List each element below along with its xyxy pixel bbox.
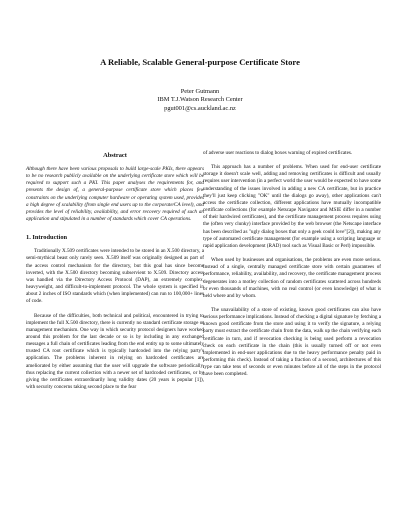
left-column <box>26 152 204 398</box>
author-block <box>0 88 400 113</box>
author-affiliation: IBM T.J.Watson Research Center <box>157 96 243 104</box>
paper-title: A Reliable, Scalable General-purpose Certificate Store <box>100 57 300 67</box>
right-paragraph-2: This approach has a number of problems. When used for end-user certificate storage it doesn't scale well, adding and removing certificates is difficult and usually requires user intervention (in a perfect world the user would be expected to have some understanding of the issues involved in adding a new CA certificate, but in practice they'll just keep clicking "OK" until the dialogs go away), other applications can't access the certificate collection, different applications have mutually incompatible certificate collections (for example Netscape Navigator and MSIE differ in a number of their hardwired certificates), and the certificate management process requires using the (often very clunky) interface provided by the web browser (the Netscape interface has been described as "ugly dialog boxes that only a geek could love"[2]), making any type of automated certificate management (for example using a scripting language or rapid application development (RAD) tool such as Visual Basic or Perl) impossible. <box>203 164 381 249</box>
author-name: Peter Gutmann <box>180 88 220 95</box>
right-paragraph-3: When used by businesses and organisations, the problems are even more serious. Instead of a single, centrally managed certificate store with certain guarantees of performance, reliability, availability, and recovery, the certificate management process degenerates into a motley collection of random certificates scattered across hundreds or even thousands of machines, with no real control (or even knowledge) of what is held where and by whom. <box>203 257 381 299</box>
intro-paragraph-2: Because of the difficulties, both technical and political, encountered in trying to implement the full X.500 directory, there is currently no standard certificate storage or management mechanism. One way in which security protocol designers have worked around this problem for the last decade or so is by including in any exchanged messages a full chain of certificates leading from the end entity up to some ultimately trusted CA root certificate which is typically hardcoded into the relying party's application. The problems inherent in relying on hardcoded certificates are ameliorated by either assuming that the user will upgrade the software periodically, thus replacing the current collection with a newer set of hardcoded certificates, or by giving the certificates extraordinarily long validity dates (20 years is popular [1]), with security concerns taking second place to the fear <box>26 312 204 391</box>
author-email: pgut001@cs.auckland.ac.nz <box>164 104 236 112</box>
right-paragraph-4: The unavailability of a store of existing, known good certificates can also have serious performance implications. Instead of checking a digital signature by fetching a known good certificate from the store and using it to verify the signature, a relying party must extract the certificate chain from the data, walk up the chain verifying each certificate in turn, and if revocation checking is being used perform a revocation check on each certificate in the chain (this is usually turned off or not even implemented in end-user applications due to the heavy performance penalty paid in performing this check). Instead of taking a fraction of a second, architectures of this type can take tens of seconds or even minutes before all of the steps in the protocol have been completed. <box>203 306 381 378</box>
right-column <box>203 150 381 386</box>
introduction-heading: 1. Introduction <box>26 234 68 242</box>
right-paragraph-1: of adverse user reactions to dialog boxes warning of expired certificates. <box>203 150 353 156</box>
abstract-text: Although there have been various proposals to build large-scale PKIs, there appears to be no research publicly available on the underlying certificate store which will be required to support such a PKI. This paper analyses the requirements for, and presents the design of, a general-purpose certificate store which places few constraints on the underlying computer hardware or operating system used, provides a high degree of scalability (from single end users up to the corporate/CA level), and provides the level of reliability, availability, and error recovery required of such an application and stipulated in a number of standards which cover CA operations. <box>26 166 204 223</box>
abstract-heading: Abstract <box>103 152 127 159</box>
intro-paragraph-1: Traditionally X.509 certificates were intended to be stored in an X.500 directory, a semi-mythical beast only rarely seen. X.509 itself was originally designed as part of the access control mechanism for the directory, but this goal has since become inverted, with the X.500 directory becoming subservient to X.509. Directory access was handled via the Directory Access Protocol (DAP), an extremely complex, heavyweight, and difficult-to-implement protocol. The whole system is specified in about 2 inches of ISO standards which (when implemented) can run to 100,000+ lines of code. <box>26 248 204 305</box>
